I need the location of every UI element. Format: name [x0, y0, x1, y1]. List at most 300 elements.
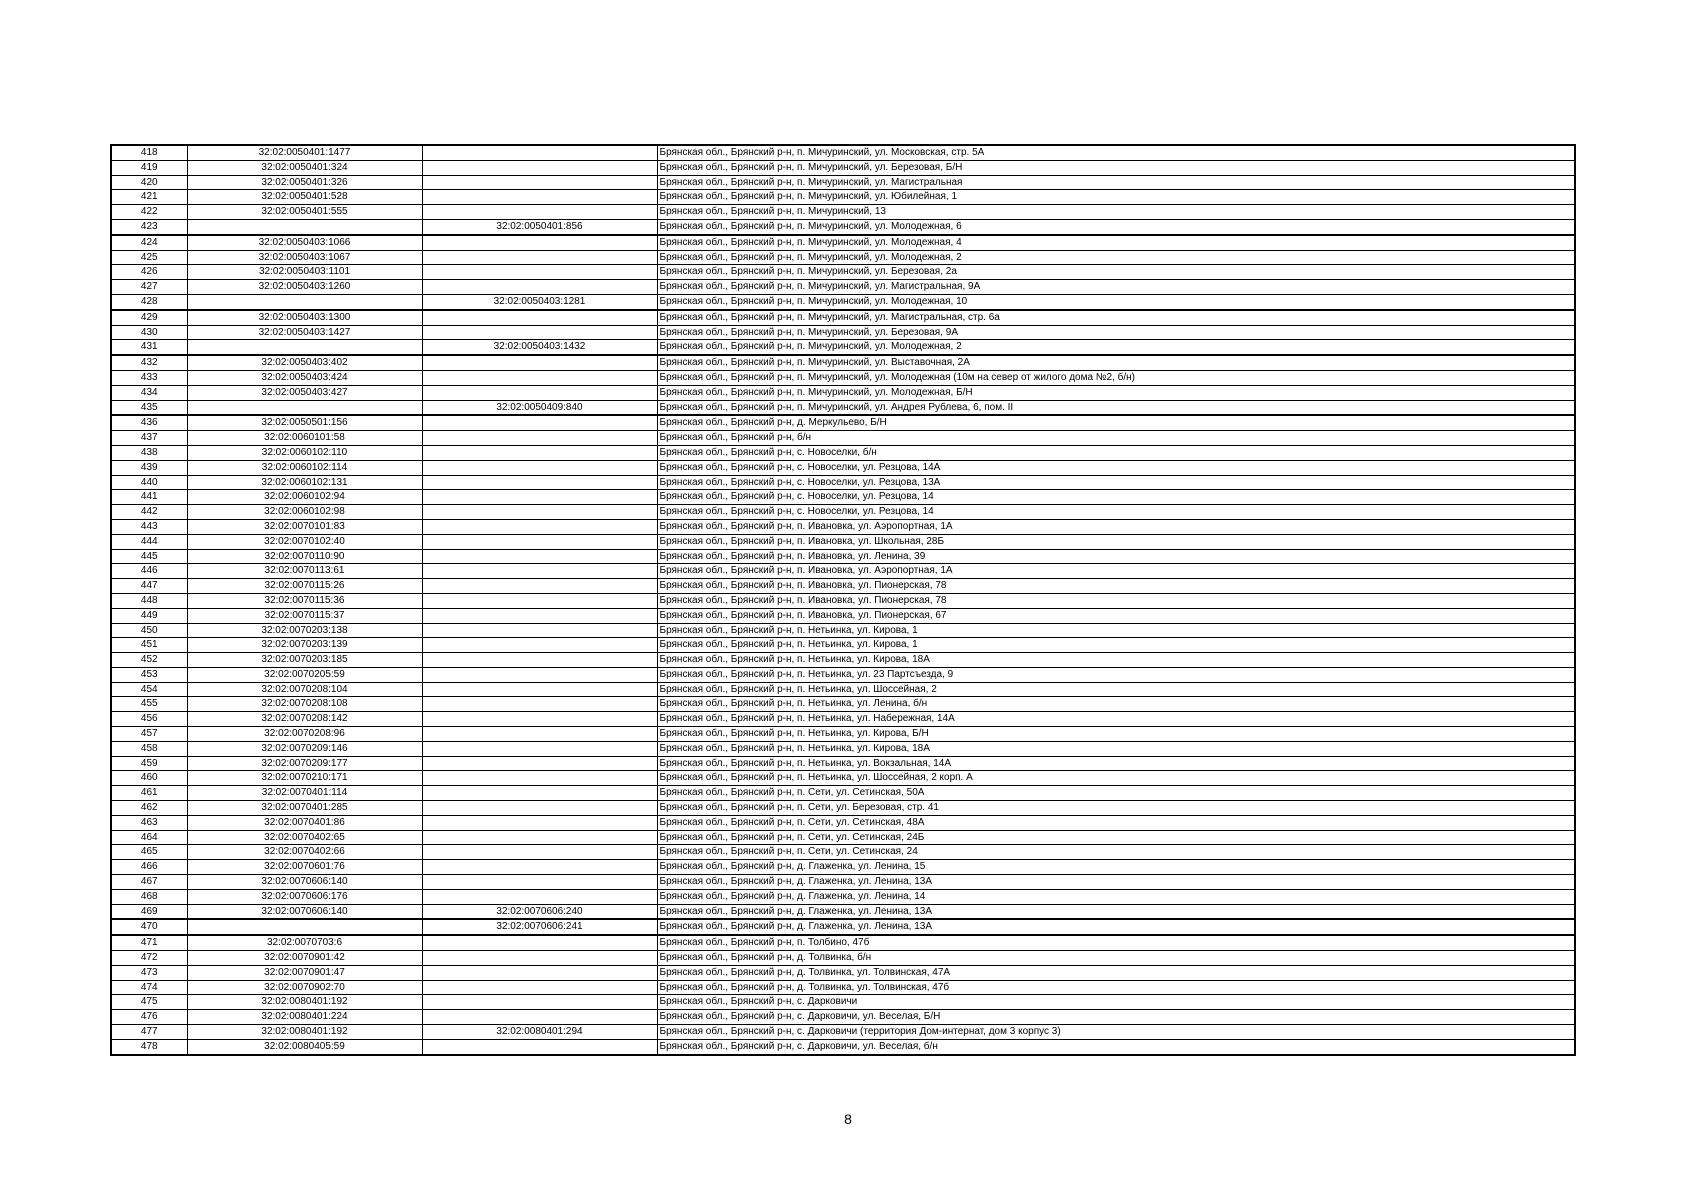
cadastral-number-cell: 32:02:0070203:139 [187, 638, 422, 653]
cadastral-number-cell: 32:02:0070208:142 [187, 712, 422, 727]
registry-table-body [111, 145, 1575, 1055]
address-cell: Брянская обл., Брянский р-н, п. Сети, ул. Сетинская, 24Б [657, 830, 1575, 845]
row-number-cell: 478 [111, 1039, 187, 1054]
secondary-cadastral-number-cell: 32:02:0050401:856 [422, 219, 657, 234]
row-number-cell: 465 [111, 845, 187, 860]
row-number-cell: 422 [111, 205, 187, 220]
secondary-cadastral-number-cell [422, 638, 657, 653]
secondary-cadastral-number-cell [422, 771, 657, 786]
table-row [111, 682, 1575, 697]
secondary-cadastral-number-cell [422, 727, 657, 742]
table-row [111, 756, 1575, 771]
row-number-cell: 459 [111, 756, 187, 771]
secondary-cadastral-number-cell [422, 235, 657, 250]
secondary-cadastral-number-cell [422, 385, 657, 400]
address-cell: Брянская обл., Брянский р-н, п. Нетьинка, ул. 23 Партсъезда, 9 [657, 667, 1575, 682]
row-number-cell: 426 [111, 265, 187, 280]
cadastral-number-cell: 32:02:0070102:40 [187, 534, 422, 549]
table-row [111, 608, 1575, 623]
secondary-cadastral-number-cell [422, 995, 657, 1010]
row-number-cell: 436 [111, 415, 187, 430]
address-cell: Брянская обл., Брянский р-н, п. Нетьинка, ул. Кирова, Б/Н [657, 727, 1575, 742]
address-cell: Брянская обл., Брянский р-н, п. Мичуринский, ул. Молодежная, 10 [657, 294, 1575, 309]
secondary-cadastral-number-cell [422, 490, 657, 505]
cadastral-number-cell: 32:02:0070401:86 [187, 815, 422, 830]
address-cell: Брянская обл., Брянский р-н, п. Нетьинка, ул. Кирова, 18А [657, 653, 1575, 668]
cadastral-number-cell: 32:02:0050401:528 [187, 190, 422, 205]
row-number-cell: 449 [111, 608, 187, 623]
address-cell: Брянская обл., Брянский р-н, п. Мичуринский, ул. Березовая, 9А [657, 325, 1575, 340]
cadastral-number-cell: 32:02:0070203:138 [187, 623, 422, 638]
secondary-cadastral-number-cell [422, 951, 657, 966]
secondary-cadastral-number-cell [422, 145, 657, 160]
address-cell: Брянская обл., Брянский р-н, с. Новоселки, ул. Резцова, 14 [657, 505, 1575, 520]
row-number-cell: 463 [111, 815, 187, 830]
secondary-cadastral-number-cell [422, 519, 657, 534]
cadastral-number-cell: 32:02:0070209:177 [187, 756, 422, 771]
address-cell: Брянская обл., Брянский р-н, п. Ивановка, ул. Пионерская, 67 [657, 608, 1575, 623]
cadastral-number-cell: 32:02:0050401:555 [187, 205, 422, 220]
cadastral-number-cell: 32:02:0050403:1260 [187, 280, 422, 295]
address-cell: Брянская обл., Брянский р-н, б/н [657, 431, 1575, 446]
cadastral-number-cell: 32:02:0050403:1101 [187, 265, 422, 280]
secondary-cadastral-number-cell [422, 160, 657, 175]
address-cell: Брянская обл., Брянский р-н, п. Мичуринский, 13 [657, 205, 1575, 220]
cadastral-number-cell: 32:02:0070115:37 [187, 608, 422, 623]
cadastral-number-cell [187, 219, 422, 234]
row-number-cell: 430 [111, 325, 187, 340]
secondary-cadastral-number-cell [422, 460, 657, 475]
cadastral-number-cell: 32:02:0070601:76 [187, 860, 422, 875]
address-cell: Брянская обл., Брянский р-н, п. Сети, ул. Березовая, стр. 41 [657, 801, 1575, 816]
address-cell: Брянская обл., Брянский р-н, п. Мичуринский, ул. Магистральная [657, 175, 1575, 190]
row-number-cell: 476 [111, 1010, 187, 1025]
address-cell: Брянская обл., Брянский р-н, д. Толвинка, ул. Толвинская, 47А [657, 965, 1575, 980]
row-number-cell: 473 [111, 965, 187, 980]
secondary-cadastral-number-cell [422, 935, 657, 950]
table-row [111, 385, 1575, 400]
row-number-cell: 450 [111, 623, 187, 638]
row-number-cell: 455 [111, 697, 187, 712]
row-number-cell: 446 [111, 564, 187, 579]
cadastral-number-cell: 32:02:0050403:1067 [187, 250, 422, 265]
row-number-cell: 474 [111, 980, 187, 995]
table-row [111, 1025, 1575, 1040]
secondary-cadastral-number-cell [422, 815, 657, 830]
secondary-cadastral-number-cell [422, 445, 657, 460]
table-row [111, 145, 1575, 160]
table-row [111, 904, 1575, 919]
cadastral-number-cell: 32:02:0060101:58 [187, 431, 422, 446]
cadastral-number-cell: 32:02:0080401:192 [187, 1025, 422, 1040]
table-row [111, 340, 1575, 355]
cadastral-number-cell: 32:02:0060102:98 [187, 505, 422, 520]
address-cell: Брянская обл., Брянский р-н, п. Мичуринский, ул. Молодежная, 6 [657, 219, 1575, 234]
cadastral-number-cell: 32:02:0070401:285 [187, 801, 422, 816]
address-cell: Брянская обл., Брянский р-н, п. Мичуринский, ул. Молодежная, Б/Н [657, 385, 1575, 400]
address-cell: Брянская обл., Брянский р-н, п. Сети, ул. Сетинская, 50А [657, 786, 1575, 801]
secondary-cadastral-number-cell [422, 370, 657, 385]
table-row [111, 475, 1575, 490]
cadastral-number-cell: 32:02:0050403:1300 [187, 310, 422, 325]
secondary-cadastral-number-cell [422, 712, 657, 727]
cadastral-number-cell: 32:02:0070402:66 [187, 845, 422, 860]
address-cell: Брянская обл., Брянский р-н, с. Дарковичи (территория Дом-интернат, дом 3 корпус 3) [657, 1025, 1575, 1040]
cadastral-number-cell: 32:02:0060102:94 [187, 490, 422, 505]
row-number-cell: 420 [111, 175, 187, 190]
row-number-cell: 423 [111, 219, 187, 234]
table-row [111, 741, 1575, 756]
table-row [111, 965, 1575, 980]
address-cell: Брянская обл., Брянский р-н, п. Мичуринский, ул. Выставочная, 2А [657, 355, 1575, 370]
row-number-cell: 442 [111, 505, 187, 520]
row-number-cell: 419 [111, 160, 187, 175]
table-row [111, 623, 1575, 638]
secondary-cadastral-number-cell [422, 280, 657, 295]
cadastral-number-cell: 32:02:0070115:26 [187, 579, 422, 594]
row-number-cell: 429 [111, 310, 187, 325]
address-cell: Брянская обл., Брянский р-н, д. Глаженка, ул. Ленина, 13А [657, 904, 1575, 919]
secondary-cadastral-number-cell [422, 860, 657, 875]
address-cell: Брянская обл., Брянский р-н, п. Мичуринский, ул. Юбилейная, 1 [657, 190, 1575, 205]
secondary-cadastral-number-cell [422, 250, 657, 265]
table-row [111, 1010, 1575, 1025]
address-cell: Брянская обл., Брянский р-н, п. Толбино, 47б [657, 935, 1575, 950]
cadastral-number-cell: 32:02:0070208:104 [187, 682, 422, 697]
secondary-cadastral-number-cell [422, 1039, 657, 1054]
row-number-cell: 425 [111, 250, 187, 265]
cadastral-number-cell: 32:02:0050403:427 [187, 385, 422, 400]
row-number-cell: 475 [111, 995, 187, 1010]
secondary-cadastral-number-cell [422, 355, 657, 370]
secondary-cadastral-number-cell [422, 549, 657, 564]
row-number-cell: 428 [111, 294, 187, 309]
address-cell: Брянская обл., Брянский р-н, п. Сети, ул. Сетинская, 24 [657, 845, 1575, 860]
page-number: 8 [844, 1111, 852, 1127]
secondary-cadastral-number-cell [422, 608, 657, 623]
address-cell: Брянская обл., Брянский р-н, п. Мичуринский, ул. Магистральная, 9А [657, 280, 1575, 295]
row-number-cell: 448 [111, 593, 187, 608]
table-row [111, 653, 1575, 668]
row-number-cell: 431 [111, 340, 187, 355]
address-cell: Брянская обл., Брянский р-н, п. Нетьинка, ул. Набережная, 14А [657, 712, 1575, 727]
row-number-cell: 432 [111, 355, 187, 370]
row-number-cell: 445 [111, 549, 187, 564]
cadastral-number-cell: 32:02:0070101:83 [187, 519, 422, 534]
secondary-cadastral-number-cell [422, 786, 657, 801]
table-row [111, 786, 1575, 801]
cadastral-number-cell: 32:02:0050401:1477 [187, 145, 422, 160]
row-number-cell: 437 [111, 431, 187, 446]
table-row [111, 310, 1575, 325]
row-number-cell: 418 [111, 145, 187, 160]
address-cell: Брянская обл., Брянский р-н, п. Мичуринский, ул. Магистральная, стр. 6а [657, 310, 1575, 325]
cadastral-number-cell [187, 294, 422, 309]
cadastral-number-cell [187, 340, 422, 355]
table-row [111, 505, 1575, 520]
table-row [111, 175, 1575, 190]
table-row [111, 205, 1575, 220]
table-row [111, 400, 1575, 415]
table-row [111, 370, 1575, 385]
table-row [111, 771, 1575, 786]
table-row [111, 935, 1575, 950]
cadastral-number-cell: 32:02:0070209:146 [187, 741, 422, 756]
row-number-cell: 447 [111, 579, 187, 594]
row-number-cell: 433 [111, 370, 187, 385]
table-row [111, 160, 1575, 175]
table-row [111, 564, 1575, 579]
address-cell: Брянская обл., Брянский р-н, с. Новоселки, ул. Резцова, 13А [657, 475, 1575, 490]
address-cell: Брянская обл., Брянский р-н, д. Толвинка, б/н [657, 951, 1575, 966]
secondary-cadastral-number-cell: 32:02:0050403:1432 [422, 340, 657, 355]
secondary-cadastral-number-cell [422, 205, 657, 220]
table-row [111, 190, 1575, 205]
table-row [111, 801, 1575, 816]
table-row [111, 415, 1575, 430]
property-registry-table [110, 144, 1576, 1056]
row-number-cell: 464 [111, 830, 187, 845]
secondary-cadastral-number-cell [422, 175, 657, 190]
address-cell: Брянская обл., Брянский р-н, п. Сети, ул. Сетинская, 48А [657, 815, 1575, 830]
table-row [111, 815, 1575, 830]
cadastral-number-cell: 32:02:0070606:140 [187, 875, 422, 890]
address-cell: Брянская обл., Брянский р-н, д. Глаженка, ул. Ленина, 15 [657, 860, 1575, 875]
cadastral-number-cell [187, 919, 422, 935]
cadastral-number-cell: 32:02:0050401:326 [187, 175, 422, 190]
secondary-cadastral-number-cell [422, 325, 657, 340]
secondary-cadastral-number-cell [422, 534, 657, 549]
cadastral-number-cell: 32:02:0050501:156 [187, 415, 422, 430]
address-cell: Брянская обл., Брянский р-н, д. Глаженка, ул. Ленина, 14 [657, 889, 1575, 904]
cadastral-number-cell: 32:02:0070113:61 [187, 564, 422, 579]
secondary-cadastral-number-cell [422, 801, 657, 816]
address-cell: Брянская обл., Брянский р-н, п. Нетьинка, ул. Ленина, б/н [657, 697, 1575, 712]
table-row [111, 697, 1575, 712]
cadastral-number-cell: 32:02:0080401:192 [187, 995, 422, 1010]
cadastral-number-cell: 32:02:0050403:1427 [187, 325, 422, 340]
cadastral-number-cell: 32:02:0070606:176 [187, 889, 422, 904]
secondary-cadastral-number-cell [422, 415, 657, 430]
table-row [111, 860, 1575, 875]
row-number-cell: 434 [111, 385, 187, 400]
address-cell: Брянская обл., Брянский р-н, п. Мичуринский, ул. Молодежная, 2 [657, 340, 1575, 355]
row-number-cell: 421 [111, 190, 187, 205]
address-cell: Брянская обл., Брянский р-н, с. Новоселки, б/н [657, 445, 1575, 460]
secondary-cadastral-number-cell [422, 1010, 657, 1025]
secondary-cadastral-number-cell [422, 265, 657, 280]
address-cell: Брянская обл., Брянский р-н, с. Дарковичи [657, 995, 1575, 1010]
address-cell: Брянская обл., Брянский р-н, д. Глаженка, ул. Ленина, 13А [657, 919, 1575, 935]
row-number-cell: 453 [111, 667, 187, 682]
row-number-cell: 458 [111, 741, 187, 756]
cadastral-number-cell: 32:02:0050403:1066 [187, 235, 422, 250]
secondary-cadastral-number-cell [422, 310, 657, 325]
cadastral-number-cell: 32:02:0070402:65 [187, 830, 422, 845]
cadastral-number-cell: 32:02:0060102:114 [187, 460, 422, 475]
cadastral-number-cell [187, 400, 422, 415]
cadastral-number-cell: 32:02:0070210:171 [187, 771, 422, 786]
row-number-cell: 444 [111, 534, 187, 549]
secondary-cadastral-number-cell [422, 505, 657, 520]
secondary-cadastral-number-cell [422, 579, 657, 594]
secondary-cadastral-number-cell [422, 875, 657, 890]
cadastral-number-cell: 32:02:0050401:324 [187, 160, 422, 175]
address-cell: Брянская обл., Брянский р-н, с. Новоселки, ул. Резцова, 14А [657, 460, 1575, 475]
table-row [111, 250, 1575, 265]
table-row [111, 712, 1575, 727]
table-row [111, 830, 1575, 845]
cadastral-number-cell: 32:02:0070901:47 [187, 965, 422, 980]
row-number-cell: 441 [111, 490, 187, 505]
table-row [111, 845, 1575, 860]
address-cell: Брянская обл., Брянский р-н, с. Дарковичи, ул. Веселая, б/н [657, 1039, 1575, 1054]
secondary-cadastral-number-cell [422, 830, 657, 845]
cadastral-number-cell: 32:02:0050403:402 [187, 355, 422, 370]
secondary-cadastral-number-cell [422, 623, 657, 638]
table-row [111, 667, 1575, 682]
row-number-cell: 451 [111, 638, 187, 653]
cadastral-number-cell: 32:02:0070901:42 [187, 951, 422, 966]
table-row [111, 265, 1575, 280]
table-row [111, 534, 1575, 549]
address-cell: Брянская обл., Брянский р-н, п. Ивановка, ул. Ленина, 39 [657, 549, 1575, 564]
address-cell: Брянская обл., Брянский р-н, п. Мичуринский, ул. Московская, стр. 5А [657, 145, 1575, 160]
table-row [111, 280, 1575, 295]
address-cell: Брянская обл., Брянский р-н, д. Толвинка, ул. Толвинская, 47б [657, 980, 1575, 995]
secondary-cadastral-number-cell [422, 667, 657, 682]
secondary-cadastral-number-cell [422, 697, 657, 712]
secondary-cadastral-number-cell [422, 682, 657, 697]
cadastral-number-cell: 32:02:0080405:59 [187, 1039, 422, 1054]
cadastral-number-cell: 32:02:0060102:131 [187, 475, 422, 490]
secondary-cadastral-number-cell [422, 756, 657, 771]
secondary-cadastral-number-cell: 32:02:0070606:241 [422, 919, 657, 935]
secondary-cadastral-number-cell: 32:02:0070606:240 [422, 904, 657, 919]
secondary-cadastral-number-cell [422, 564, 657, 579]
row-number-cell: 469 [111, 904, 187, 919]
cadastral-number-cell: 32:02:0070203:185 [187, 653, 422, 668]
address-cell: Брянская обл., Брянский р-н, д. Меркульево, Б/Н [657, 415, 1575, 430]
address-cell: Брянская обл., Брянский р-н, п. Мичуринский, ул. Березовая, Б/Н [657, 160, 1575, 175]
cadastral-number-cell: 32:02:0070208:96 [187, 727, 422, 742]
address-cell: Брянская обл., Брянский р-н, д. Глаженка, ул. Ленина, 13А [657, 875, 1575, 890]
address-cell: Брянская обл., Брянский р-н, п. Нетьинка, ул. Кирова, 18А [657, 741, 1575, 756]
table-row [111, 431, 1575, 446]
table-row [111, 460, 1575, 475]
table-row [111, 727, 1575, 742]
table-row [111, 219, 1575, 234]
row-number-cell: 466 [111, 860, 187, 875]
address-cell: Брянская обл., Брянский р-н, п. Нетьинка, ул. Кирова, 1 [657, 623, 1575, 638]
address-cell: Брянская обл., Брянский р-н, п. Мичуринский, ул. Молодежная, 2 [657, 250, 1575, 265]
secondary-cadastral-number-cell [422, 431, 657, 446]
table-row [111, 294, 1575, 309]
address-cell: Брянская обл., Брянский р-н, п. Нетьинка, ул. Шоссейная, 2 корп. А [657, 771, 1575, 786]
row-number-cell: 471 [111, 935, 187, 950]
row-number-cell: 457 [111, 727, 187, 742]
secondary-cadastral-number-cell [422, 475, 657, 490]
row-number-cell: 461 [111, 786, 187, 801]
row-number-cell: 468 [111, 889, 187, 904]
address-cell: Брянская обл., Брянский р-н, п. Мичуринский, ул. Молодежная, 4 [657, 235, 1575, 250]
cadastral-number-cell: 32:02:0060102:110 [187, 445, 422, 460]
cadastral-number-cell: 32:02:0080401:224 [187, 1010, 422, 1025]
cadastral-number-cell: 32:02:0070115:36 [187, 593, 422, 608]
address-cell: Брянская обл., Брянский р-н, п. Нетьинка, ул. Шоссейная, 2 [657, 682, 1575, 697]
cadastral-number-cell: 32:02:0070703:6 [187, 935, 422, 950]
address-cell: Брянская обл., Брянский р-н, п. Ивановка, ул. Пионерская, 78 [657, 579, 1575, 594]
secondary-cadastral-number-cell [422, 593, 657, 608]
row-number-cell: 440 [111, 475, 187, 490]
table-row [111, 875, 1575, 890]
row-number-cell: 456 [111, 712, 187, 727]
secondary-cadastral-number-cell: 32:02:0080401:294 [422, 1025, 657, 1040]
cadastral-number-cell: 32:02:0070606:140 [187, 904, 422, 919]
cadastral-number-cell: 32:02:0070902:70 [187, 980, 422, 995]
table-row [111, 549, 1575, 564]
table-row [111, 235, 1575, 250]
table-row [111, 593, 1575, 608]
cadastral-number-cell: 32:02:0070110:90 [187, 549, 422, 564]
secondary-cadastral-number-cell [422, 190, 657, 205]
secondary-cadastral-number-cell [422, 965, 657, 980]
row-number-cell: 477 [111, 1025, 187, 1040]
address-cell: Брянская обл., Брянский р-н, п. Ивановка, ул. Пионерская, 78 [657, 593, 1575, 608]
table-row [111, 490, 1575, 505]
secondary-cadastral-number-cell [422, 653, 657, 668]
table-row [111, 519, 1575, 534]
table-row [111, 951, 1575, 966]
row-number-cell: 460 [111, 771, 187, 786]
secondary-cadastral-number-cell [422, 980, 657, 995]
table-row [111, 1039, 1575, 1054]
secondary-cadastral-number-cell: 32:02:0050409:840 [422, 400, 657, 415]
row-number-cell: 439 [111, 460, 187, 475]
row-number-cell: 472 [111, 951, 187, 966]
address-cell: Брянская обл., Брянский р-н, с. Дарковичи, ул. Веселая, Б/Н [657, 1010, 1575, 1025]
row-number-cell: 470 [111, 919, 187, 935]
row-number-cell: 438 [111, 445, 187, 460]
address-cell: Брянская обл., Брянский р-н, п. Нетьинка, ул. Вокзальная, 14А [657, 756, 1575, 771]
table-row [111, 325, 1575, 340]
row-number-cell: 462 [111, 801, 187, 816]
table-row [111, 445, 1575, 460]
secondary-cadastral-number-cell [422, 845, 657, 860]
table-row [111, 638, 1575, 653]
row-number-cell: 424 [111, 235, 187, 250]
address-cell: Брянская обл., Брянский р-н, п. Мичуринский, ул. Андрея Рублева, 6, пом. II [657, 400, 1575, 415]
address-cell: Брянская обл., Брянский р-н, п. Ивановка, ул. Аэропортная, 1А [657, 564, 1575, 579]
address-cell: Брянская обл., Брянский р-н, п. Ивановка, ул. Школьная, 28Б [657, 534, 1575, 549]
secondary-cadastral-number-cell [422, 741, 657, 756]
cadastral-number-cell: 32:02:0070401:114 [187, 786, 422, 801]
row-number-cell: 435 [111, 400, 187, 415]
table-row [111, 995, 1575, 1010]
cadastral-number-cell: 32:02:0070205:59 [187, 667, 422, 682]
row-number-cell: 427 [111, 280, 187, 295]
secondary-cadastral-number-cell: 32:02:0050403:1281 [422, 294, 657, 309]
cadastral-number-cell: 32:02:0070208:108 [187, 697, 422, 712]
table-row [111, 919, 1575, 935]
row-number-cell: 443 [111, 519, 187, 534]
table-row [111, 579, 1575, 594]
table-row [111, 980, 1575, 995]
address-cell: Брянская обл., Брянский р-н, п. Ивановка, ул. Аэропортная, 1А [657, 519, 1575, 534]
address-cell: Брянская обл., Брянский р-н, п. Нетьинка, ул. Кирова, 1 [657, 638, 1575, 653]
secondary-cadastral-number-cell [422, 889, 657, 904]
table-row [111, 355, 1575, 370]
